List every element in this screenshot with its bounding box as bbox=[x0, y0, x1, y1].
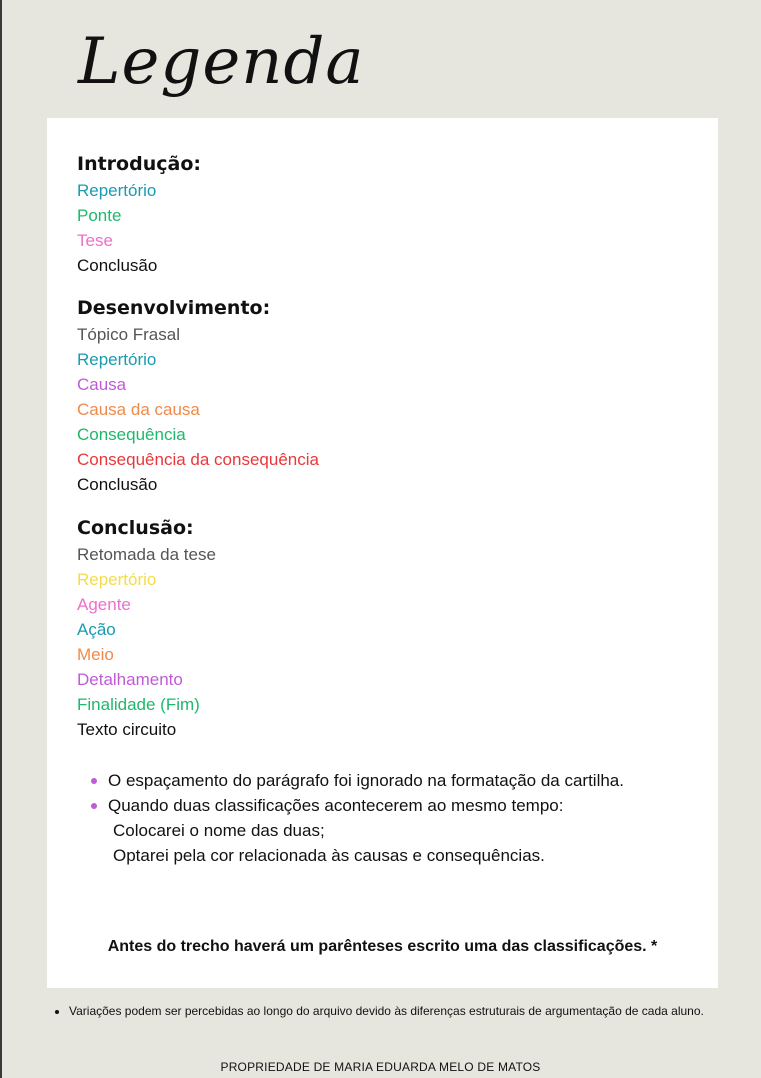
section-introducao bbox=[77, 150, 201, 278]
note-item bbox=[91, 768, 624, 793]
footnote-text: Variações podem ser percebidas ao longo do arquivo devido às diferenças estruturais de argumentação de cada aluno. bbox=[69, 1004, 704, 1018]
page-title: Legenda bbox=[78, 25, 365, 99]
left-border-line bbox=[0, 0, 2, 1078]
legend-item: Texto circuito bbox=[77, 720, 177, 739]
note-text: O espaçamento do parágrafo foi ignorado na formatação da cartilha. bbox=[108, 771, 624, 790]
legend-item: Retomada da tese bbox=[77, 545, 216, 564]
legend-item: Repertório bbox=[77, 350, 157, 369]
legend-item: Tópico Frasal bbox=[77, 325, 180, 344]
legend-item: Ponte bbox=[77, 206, 122, 225]
bullet-icon bbox=[91, 803, 97, 809]
notes-list bbox=[91, 768, 624, 868]
section-desenvolvimento bbox=[77, 294, 319, 497]
legend-item: Repertório bbox=[77, 570, 157, 589]
ownership-notice: PROPRIEDADE DE MARIA EDUARDA MELO DE MATOS bbox=[220, 1060, 541, 1074]
section-conclusao bbox=[77, 514, 216, 742]
bullet-icon bbox=[55, 1010, 59, 1014]
legend-item: Causa da causa bbox=[77, 400, 200, 419]
legend-item: Causa bbox=[77, 375, 127, 394]
legend-item: Tese bbox=[77, 231, 113, 250]
legend-card bbox=[47, 118, 718, 988]
legend-item: Finalidade (Fim) bbox=[77, 695, 200, 714]
section-heading: Desenvolvimento: bbox=[77, 297, 271, 319]
legend-item: Detalhamento bbox=[77, 670, 183, 689]
section-heading: Conclusão: bbox=[77, 517, 194, 539]
note-item bbox=[91, 793, 624, 818]
legend-item: Conclusão bbox=[77, 256, 158, 275]
bullet-icon bbox=[91, 778, 97, 784]
footnote bbox=[55, 1003, 725, 1020]
note-text: Quando duas classificações acontecerem ao mesmo tempo: bbox=[108, 796, 564, 815]
legend-item: Consequência bbox=[77, 425, 186, 444]
legend-item: Meio bbox=[77, 645, 114, 664]
legend-item: Consequência da consequência bbox=[77, 450, 319, 469]
sub-note-item: Colocarei o nome das duas; bbox=[113, 821, 325, 840]
sub-note-item: Optarei pela cor relacionada às causas e consequências. bbox=[113, 846, 545, 865]
classification-remark: Antes do trecho haverá um parênteses escrito uma das classificações. * bbox=[107, 938, 658, 955]
legend-item: Conclusão bbox=[77, 475, 158, 494]
section-heading: Introdução: bbox=[77, 153, 201, 175]
legend-item: Agente bbox=[77, 595, 131, 614]
legend-item: Ação bbox=[77, 620, 116, 639]
legend-item: Repertório bbox=[77, 181, 157, 200]
